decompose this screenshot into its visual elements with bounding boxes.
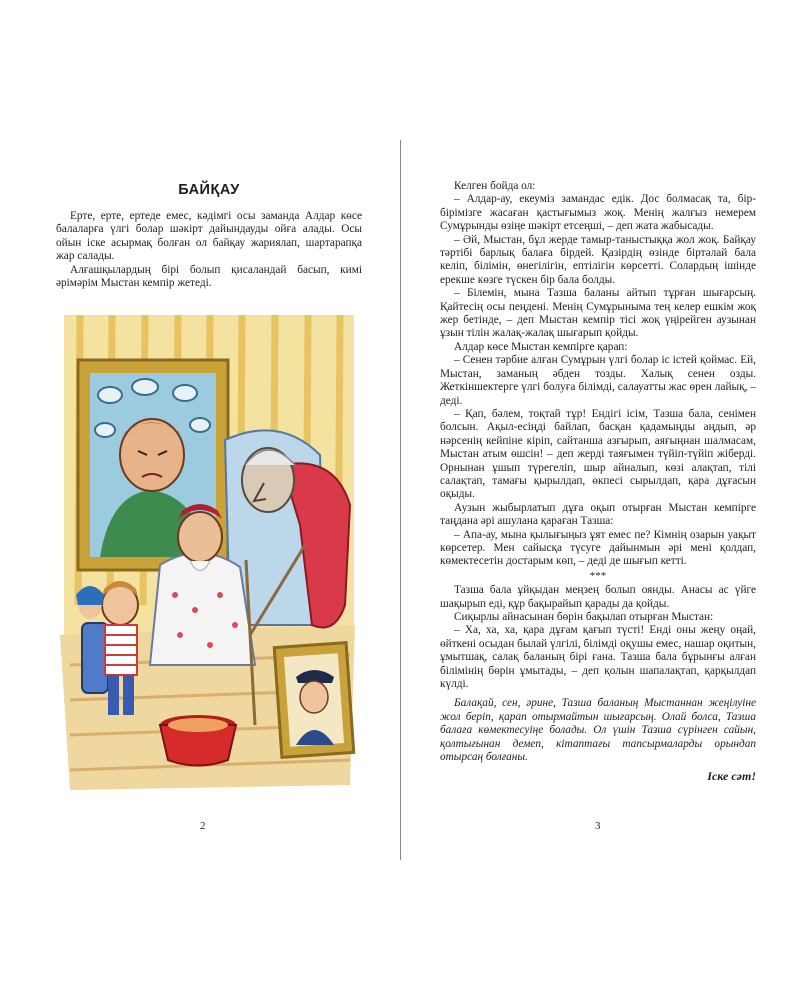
- right-paragraph-6: – Сенен тәрбие алған Сумұрын үлгі болар іс істей қоймас. Ей, Мыстан, заманың әбден тозды. Халық сенен озды. Жеткіншектерге үлгі болуға білімді, салауатты жас өрен лайық, – деді.: [440, 354, 756, 407]
- page-title: БАЙҚАУ: [178, 182, 240, 198]
- page-number-left: 2: [200, 820, 206, 832]
- right-paragraph-5: Алдар көсе Мыстан кемпірге қарап:: [454, 340, 628, 353]
- right-paragraph-2: – Алдар-ау, екеуміз замандас едік. Дос болмасақ та, бір-бірімізге жасаған қастығымыз жоқ. Менің жалғыз немерем Сумұрынды өзіңе шәкірт етсеңші, – деп жата жабысады.: [440, 193, 756, 233]
- signature-line: Іске сәт!: [707, 769, 756, 784]
- sailor-portrait-icon: [274, 643, 353, 758]
- right-paragraph-3: – Әй, Мыстан, бұл жерде тамыр-таныстыққа жол жоқ. Байқау тәртібі барлық балаға бірдей. Қазірдің өзінде біртәлай бала келіп, білімін, өнегілігін, ептілігін көрсетті. Солардың ішінде ерекше көзге түскен бір бала болды.: [440, 233, 756, 286]
- italic-instruction: Балақай, сен, әрине, Тазша баланың Мыстаннан жеңілуіне жол беріп, қарап отырмайтын шығарсың. Олай болса, Тазша балаға көмектесуіңе болады. Ол үшін Тазша сүрінген сайын, қолтығынан демеп, кітаптағы тапсырмаларды орындап отырсаң болғаны.: [440, 697, 756, 764]
- right-paragraph-10: Тазша бала ұйқыдан меңзең болып оянды. Анасы ас үйге шақырып еді, құр бақырайып қарады да қойды.: [440, 584, 756, 610]
- page-number-right: 3: [595, 820, 601, 832]
- right-paragraph-11: Сиқырлы айнасынан бөрін бақылап отырған Мыстан:: [454, 611, 714, 623]
- story-illustration: [50, 305, 360, 805]
- left-paragraph-1: Ерте, ерте, ертеде емес, кәдімгі осы заманда Алдар көсе балаларға үлгі болар шәкірт дайындауды ойға алады. Осы ойын іске асырмақ болған ол байқау жариялап, шартарапқа жар салады.: [56, 210, 362, 263]
- right-paragraph-7: – Қап, бәлем, тоқтай тұр! Ендігі ісім, Тазша бала, сенімен болсын. Ақыл-есіңді байлап, басқан қадамыңды аңдып, әр нәрсенің кейпіне кіріп, сайтанша азғырып, аяғыңнан шалмасам, Мыстан атым өшсін! – деп жерді таяғымен түйіп-түйіп жіберді. Орнынан ұшып түрегеліп, шыр айналып, көзі алақтап, тілі салақтап, тамағы қырылдап, өкпесі сырылдап, қара дұғасын оқыды.: [440, 407, 756, 501]
- right-paragraph-12: – Ха, ха, ха, қара дұғам қағып түсті! Енді оны жеңу оңай, өйткені осыдан былай үлгілі, білімді оқушы емес, нашар оқитын, ұмытшақ, салақ баланың бірі ғана. Тазша бала бұрынғы алған білімінің бөрін ұмытады, – деп қолын шапалақтап, қарқылдап күлді.: [440, 624, 756, 691]
- right-paragraph-4: – Білемін, мына Тазша баланы айтып тұрған шығарсың. Қайтесің осы пеңдені. Менің Сумұрыныма тең келер ешкім жоқ жер бетінде, – деп Мыстан кемпір тісі жоқ үңірейген аузынан ұзын тілін жалақ-жалақ шығарып қойды.: [440, 287, 756, 340]
- section-separator: ***: [589, 569, 607, 582]
- left-paragraph-2: Алғашқылардың бірі болып қисаландай басып, кимі әрімәрім Мыстан кемпір жетеді.: [56, 263, 362, 290]
- red-pot-icon: [160, 715, 236, 766]
- right-paragraph-1: Келген бойда ол:: [454, 180, 536, 192]
- right-paragraph-9: – Апа-ау, мына қылығыңыз ұят емес пе? Кімнің озарын уақыт көрсетер. Мен сайысқа түсуге дайынмын әрі мені қолдап, көмектесетін достарым көп, – деді де шығып кетті.: [440, 528, 756, 568]
- right-page: [440, 180, 756, 784]
- left-page: [56, 180, 362, 290]
- right-paragraph-8: Аузын жыбырлатып дұға оқып отырған Мыстан кемпірге таңдана әрі ашулана қараған Тазша:: [440, 501, 756, 528]
- page-gutter: [400, 140, 401, 860]
